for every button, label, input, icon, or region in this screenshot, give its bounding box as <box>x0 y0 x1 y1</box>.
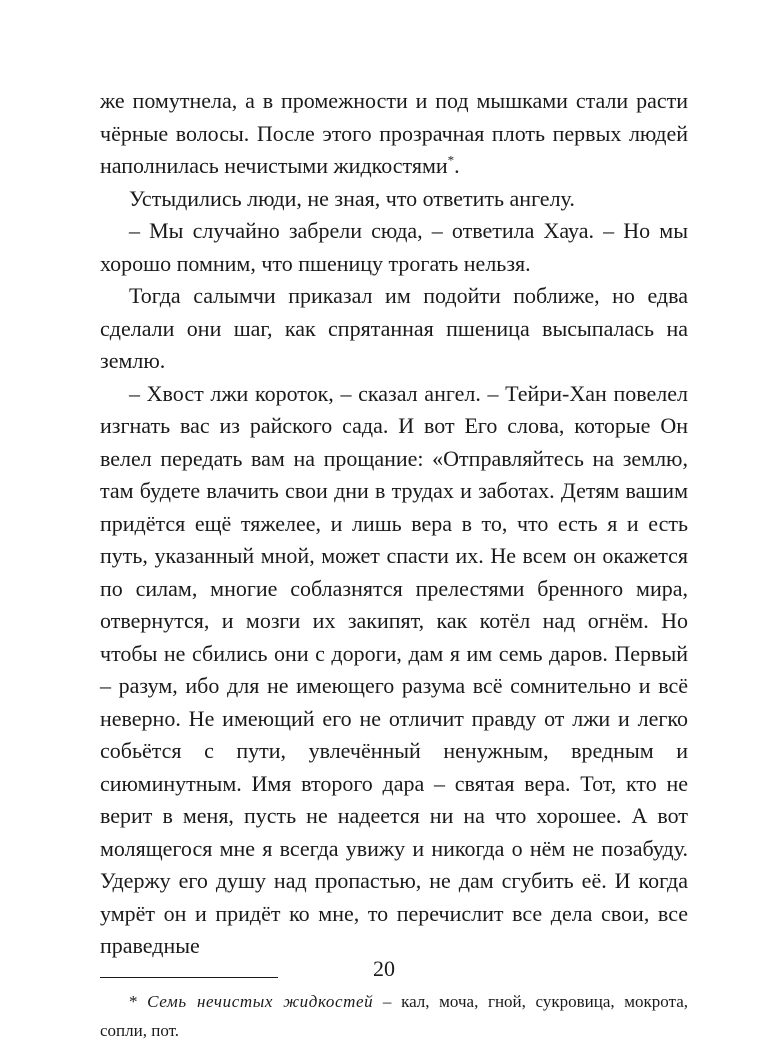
footnote-reference: * <box>447 152 455 168</box>
paragraph-1 <box>100 85 688 183</box>
footnote-term: Семь нечистых жидкостей <box>147 991 374 1011</box>
paragraph-5: – Хвост лжи короток, – сказал ангел. – Тейри-Хан повелел изгнать вас из райского сада. И вот Его слова, которые Он велел передать вам на прощание: «Отправляйтесь на землю, там будете влачить свои дни в трудах и заботах. Детям вашим придётся ещё тяжелее, и лишь вера в то, что есть я и есть путь, указанный мной, может спасти их. Не всем он окажется по силам, многие соблазнятся прелестями бренного мира, отвернутся, и мозги их закипят, как котёл над огнём. Но чтобы не сбились они с дороги, дам я им семь даров. Первый – разум, ибо для не имеющего разума всё сомнительно и всё неверно. Не имеющий его не отличит правду от лжи и легко собьётся с пути, увлечённый ненужным, вредным и сиюминутным. Имя второго дара – святая вера. Тот, кто не верит в меня, пусть не надеется ни на что хорошее. А вот молящегося мне я всегда увижу и никогда о нём не позабуду. Удержу его душу над пропастью, не дам сгубить её. И когда умрёт он и придёт ко мне, то перечислит все дела свои, все праведные <box>100 380 688 958</box>
book-page <box>100 85 688 1045</box>
paragraph-1-end: . <box>454 153 460 178</box>
footnote-text: – кал, моча, гной, сукровица, мокрота, сопли, пот. <box>100 991 689 1040</box>
paragraph-4: Тогда салымчи приказал им подойти поближе, но едва сделали они шаг, как спрятанная пшеница высыпалась на землю. <box>100 283 688 373</box>
main-text <box>100 85 688 963</box>
footnote-mark: * <box>129 991 138 1011</box>
paragraph-2: Устыдились люди, не зная, что ответить ангелу. <box>129 185 575 211</box>
page-number: 20 <box>373 956 395 981</box>
paragraph-3: – Мы случайно забрели сюда, – ответила Хауа. – Но мы хорошо помним, что пшеницу трогать нельзя. <box>100 218 688 276</box>
footnote <box>100 987 688 1045</box>
paragraph-1-text: же помутнела, а в промежности и под мышками стали расти чёрные волосы. После этого прозрачная плоть первых людей наполнилась нечистыми жидкостями <box>100 88 688 178</box>
